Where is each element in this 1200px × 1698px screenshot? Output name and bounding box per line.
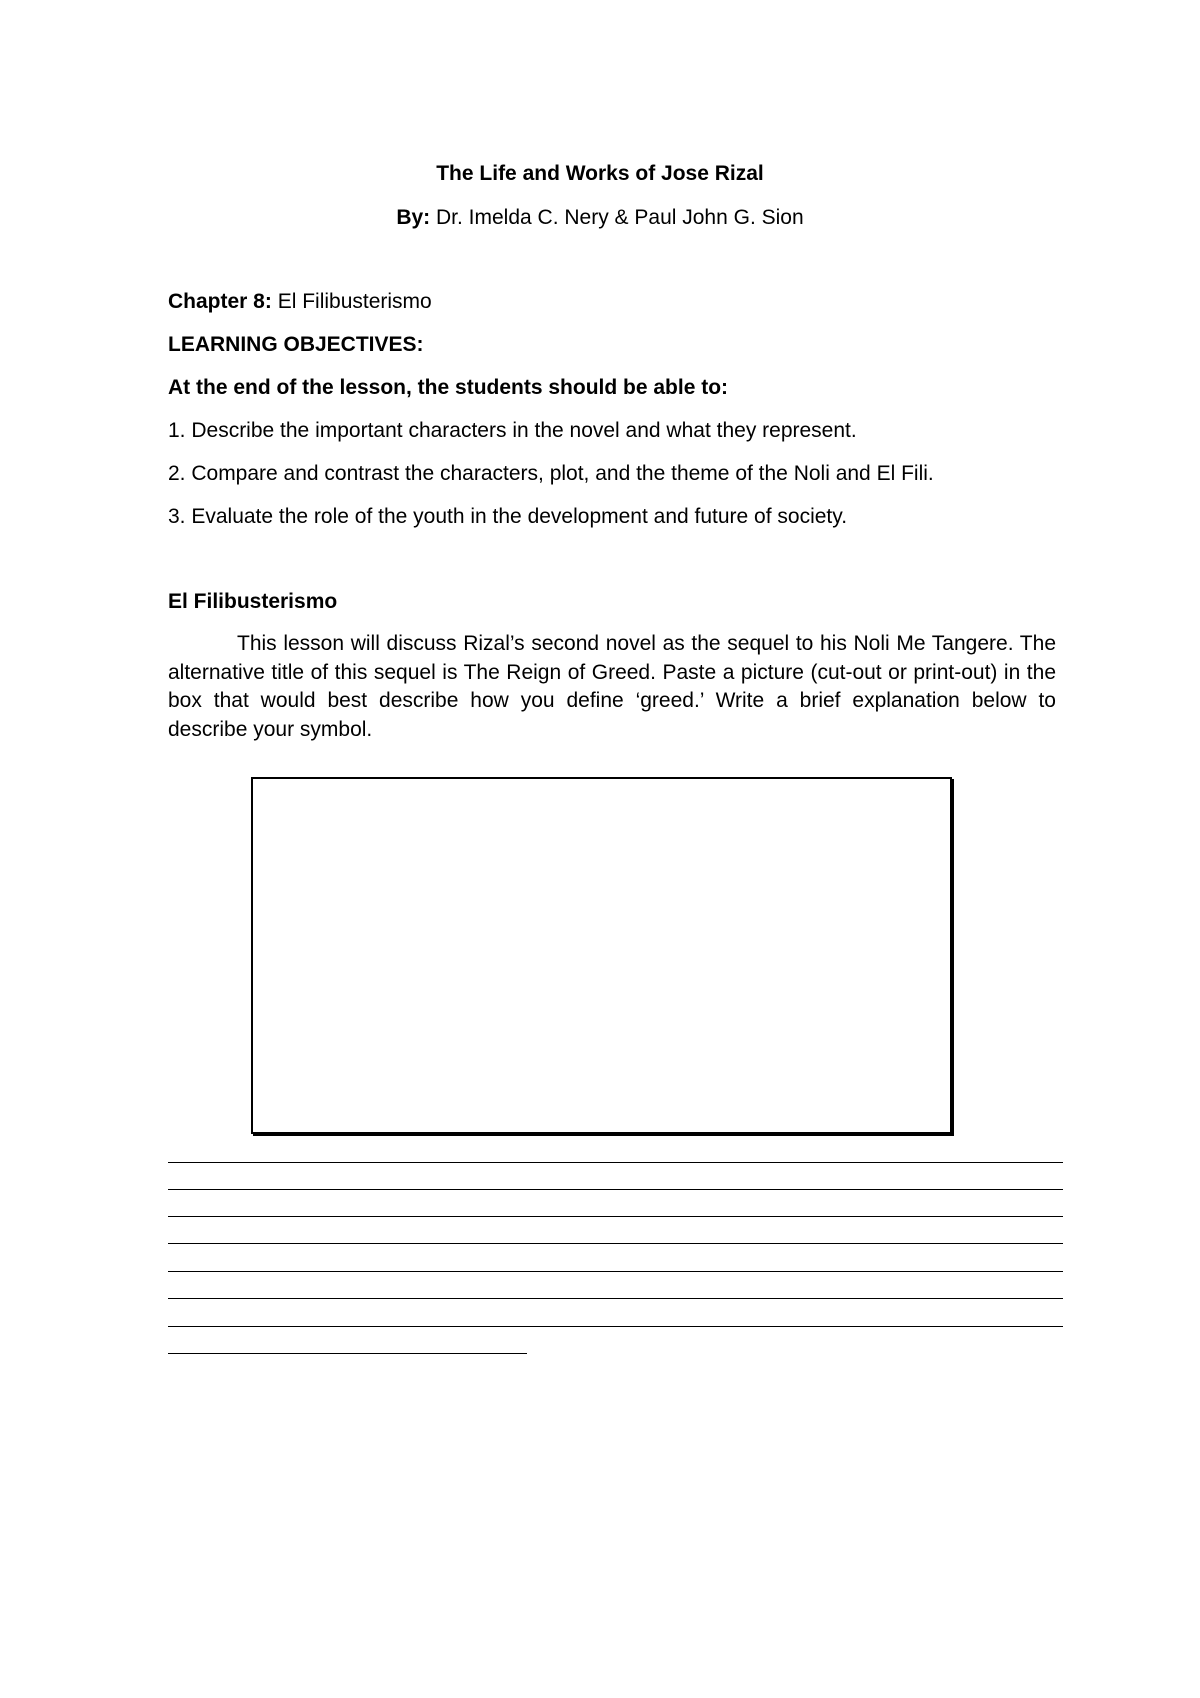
authors-names: Dr. Imelda C. Nery & Paul John G. Sion (430, 206, 804, 229)
section-heading: El Filibusterismo (168, 590, 338, 613)
answer-line-short[interactable] (168, 1353, 527, 1354)
objectives-heading: LEARNING OBJECTIVES: (168, 333, 424, 356)
objectives-intro: At the end of the lesson, the students should be able to: (168, 376, 729, 399)
answer-line[interactable] (168, 1271, 1063, 1272)
section-paragraph: This lesson will discuss Rizal’s second novel as the sequel to his Noli Me Tangere. The alternative title of this sequel is The Reign of Greed. Paste a picture (cut-out or print-out) in the box that would best describe how you define ‘greed.’ Write a brief explanation below to describe your symbol. (168, 632, 1056, 741)
objective-item: 2. Compare and contrast the characters, plot, and the theme of the Noli and El Fili. (168, 462, 934, 485)
chapter-label: Chapter 8: (168, 290, 272, 313)
answer-line[interactable] (168, 1243, 1063, 1244)
objective-item: 1. Describe the important characters in the novel and what they represent. (168, 419, 857, 442)
by-label: By: (396, 206, 431, 229)
answer-line[interactable] (168, 1189, 1063, 1190)
answer-line[interactable] (168, 1162, 1063, 1163)
answer-line[interactable] (168, 1326, 1063, 1327)
answer-line[interactable] (168, 1216, 1063, 1217)
objective-item: 3. Evaluate the role of the youth in the development and future of society. (168, 505, 848, 528)
document-title: The Life and Works of Jose Rizal (436, 162, 764, 185)
authors-line (0, 205, 1200, 231)
picture-paste-box[interactable] (251, 777, 952, 1134)
answer-line[interactable] (168, 1298, 1063, 1299)
chapter-line (168, 289, 432, 315)
chapter-name: El Filibusterismo (271, 290, 432, 313)
